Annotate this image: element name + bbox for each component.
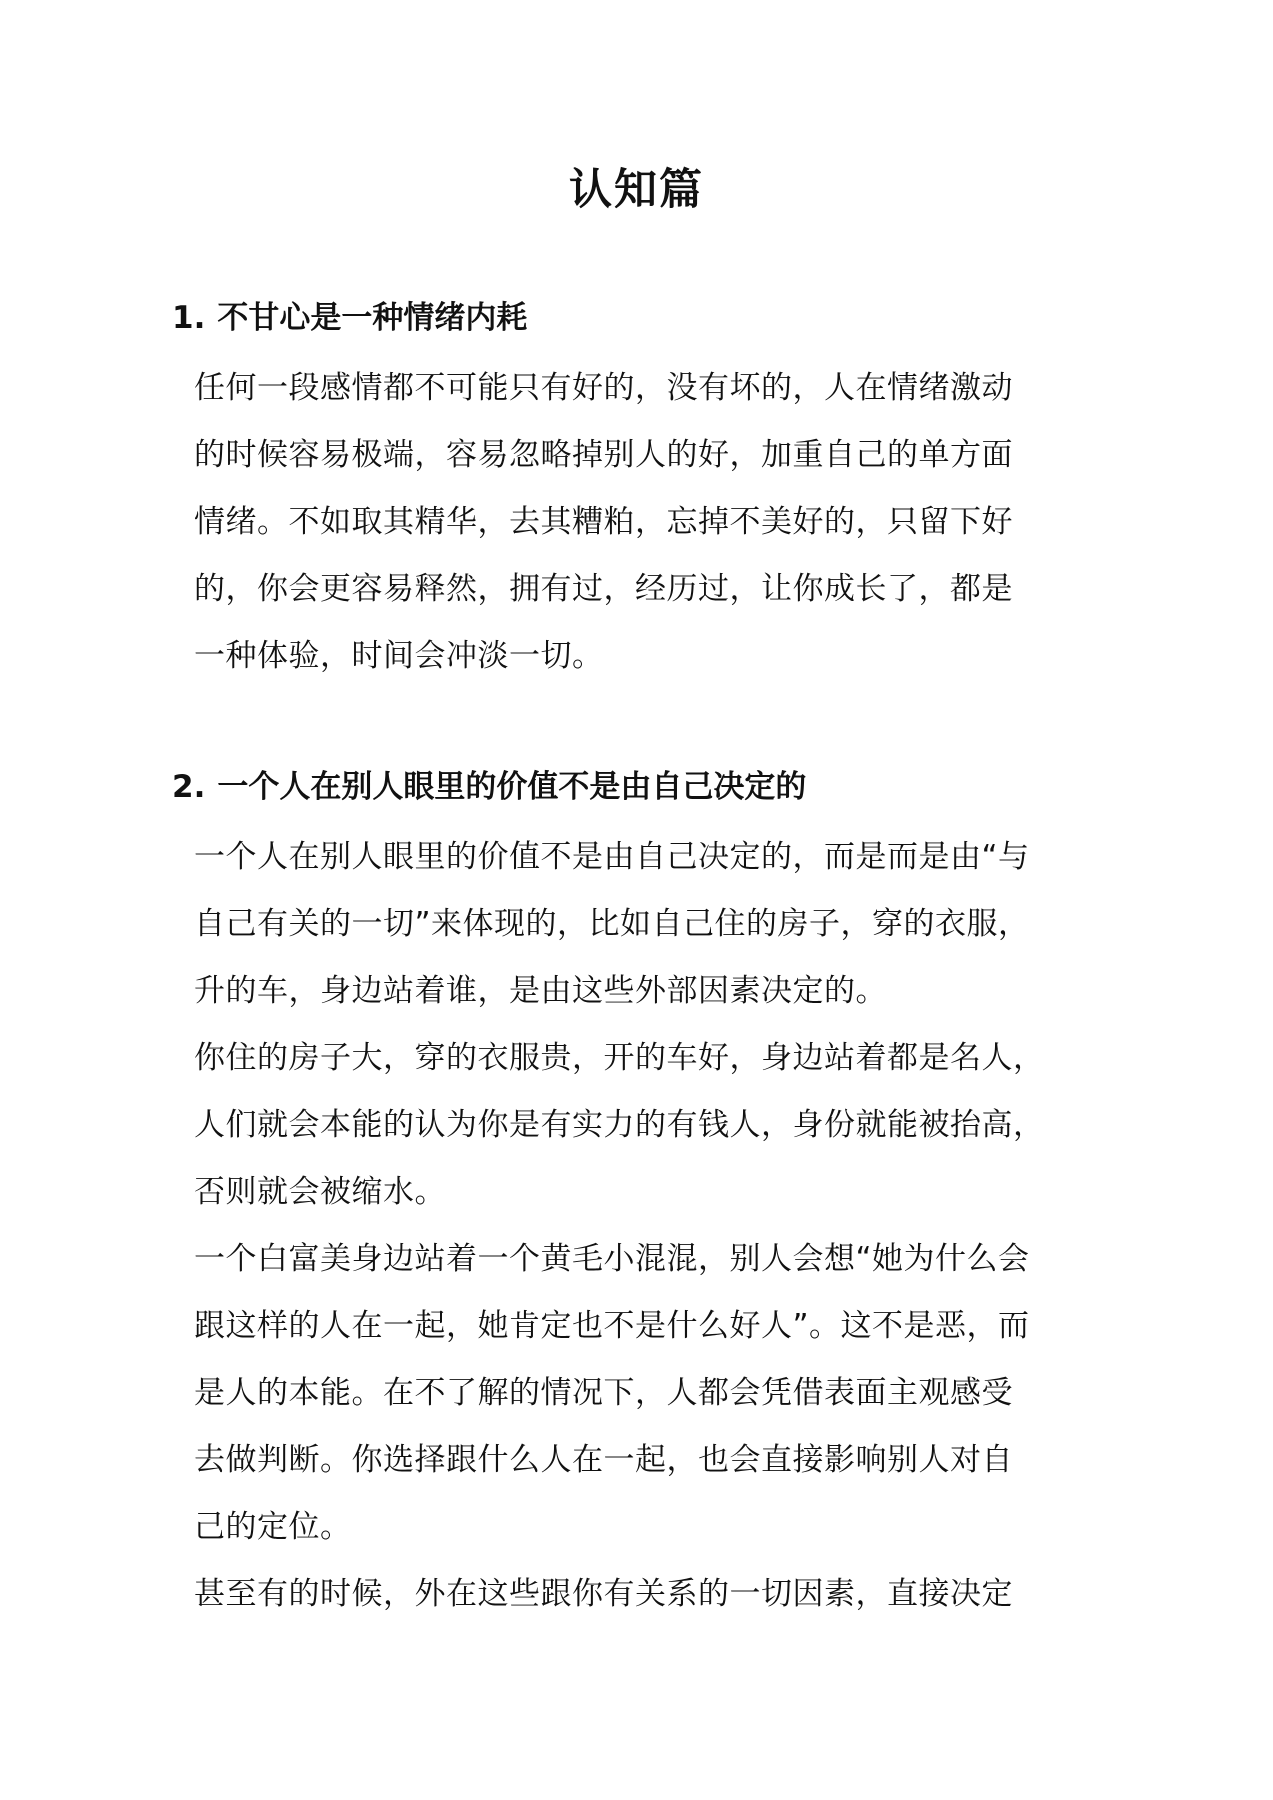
paragraph-line: 是人的本能。在不了解的情况下，人都会凭借表面主观感受 [194, 1375, 1013, 1411]
section-title: 一个人在别人眼里的价值不是由自己决定的 [217, 769, 807, 805]
paragraph-line: 己的定位。 [194, 1509, 352, 1545]
paragraph-line: 的，你会更容易释然，拥有过，经历过，让你成长了，都是 [194, 571, 1013, 607]
paragraph-line: 你住的房子大，穿的衣服贵，开的车好，身边站着都是名人， [194, 1040, 1045, 1076]
section-heading-2 [172, 765, 1132, 809]
paragraph-line: 升的车，身边站着谁，是由这些外部因素决定的。 [194, 973, 887, 1009]
page-title: 认知篇 [569, 165, 704, 215]
paragraph-line: 自己有关的一切”来体现的，比如自己住的房子，穿的衣服， [194, 906, 1030, 942]
paragraph-line: 人们就会本能的认为你是有实力的有钱人，身份就能被抬高， [194, 1107, 1045, 1143]
paragraph-line: 的时候容易极端，容易忽略掉别人的好，加重自己的单方面 [194, 437, 1013, 473]
section-heading-1 [172, 296, 1132, 340]
paragraph-line: 去做判断。你选择跟什么人在一起，也会直接影响别人对自 [194, 1442, 1013, 1478]
section-title: 不甘心是一种情绪内耗 [217, 300, 528, 336]
section-number: 2. [172, 769, 206, 805]
paragraph-line: 一个人在别人眼里的价值不是由自己决定的，而是而是由“与 [194, 839, 1030, 875]
paragraph-line: 一种体验，时间会冲淡一切。 [194, 638, 604, 674]
paragraph-line: 甚至有的时候，外在这些跟你有关系的一切因素，直接决定 [194, 1576, 1013, 1612]
paragraph-line: 一个白富美身边站着一个黄毛小混混，别人会想“她为什么会 [194, 1241, 1030, 1277]
paragraph-line: 情绪。不如取其精华，去其糟粕，忘掉不美好的，只留下好 [194, 504, 1013, 540]
section-body-1 [194, 355, 1154, 690]
paragraph-line: 任何一段感情都不可能只有好的，没有坏的，人在情绪激动 [194, 370, 1013, 406]
paragraph-line: 否则就会被缩水。 [194, 1174, 446, 1210]
section-body-2 [194, 824, 1154, 1628]
section-number: 1. [172, 300, 206, 336]
paragraph-line: 跟这样的人在一起，她肯定也不是什么好人”。这不是恶，而 [194, 1308, 1030, 1344]
